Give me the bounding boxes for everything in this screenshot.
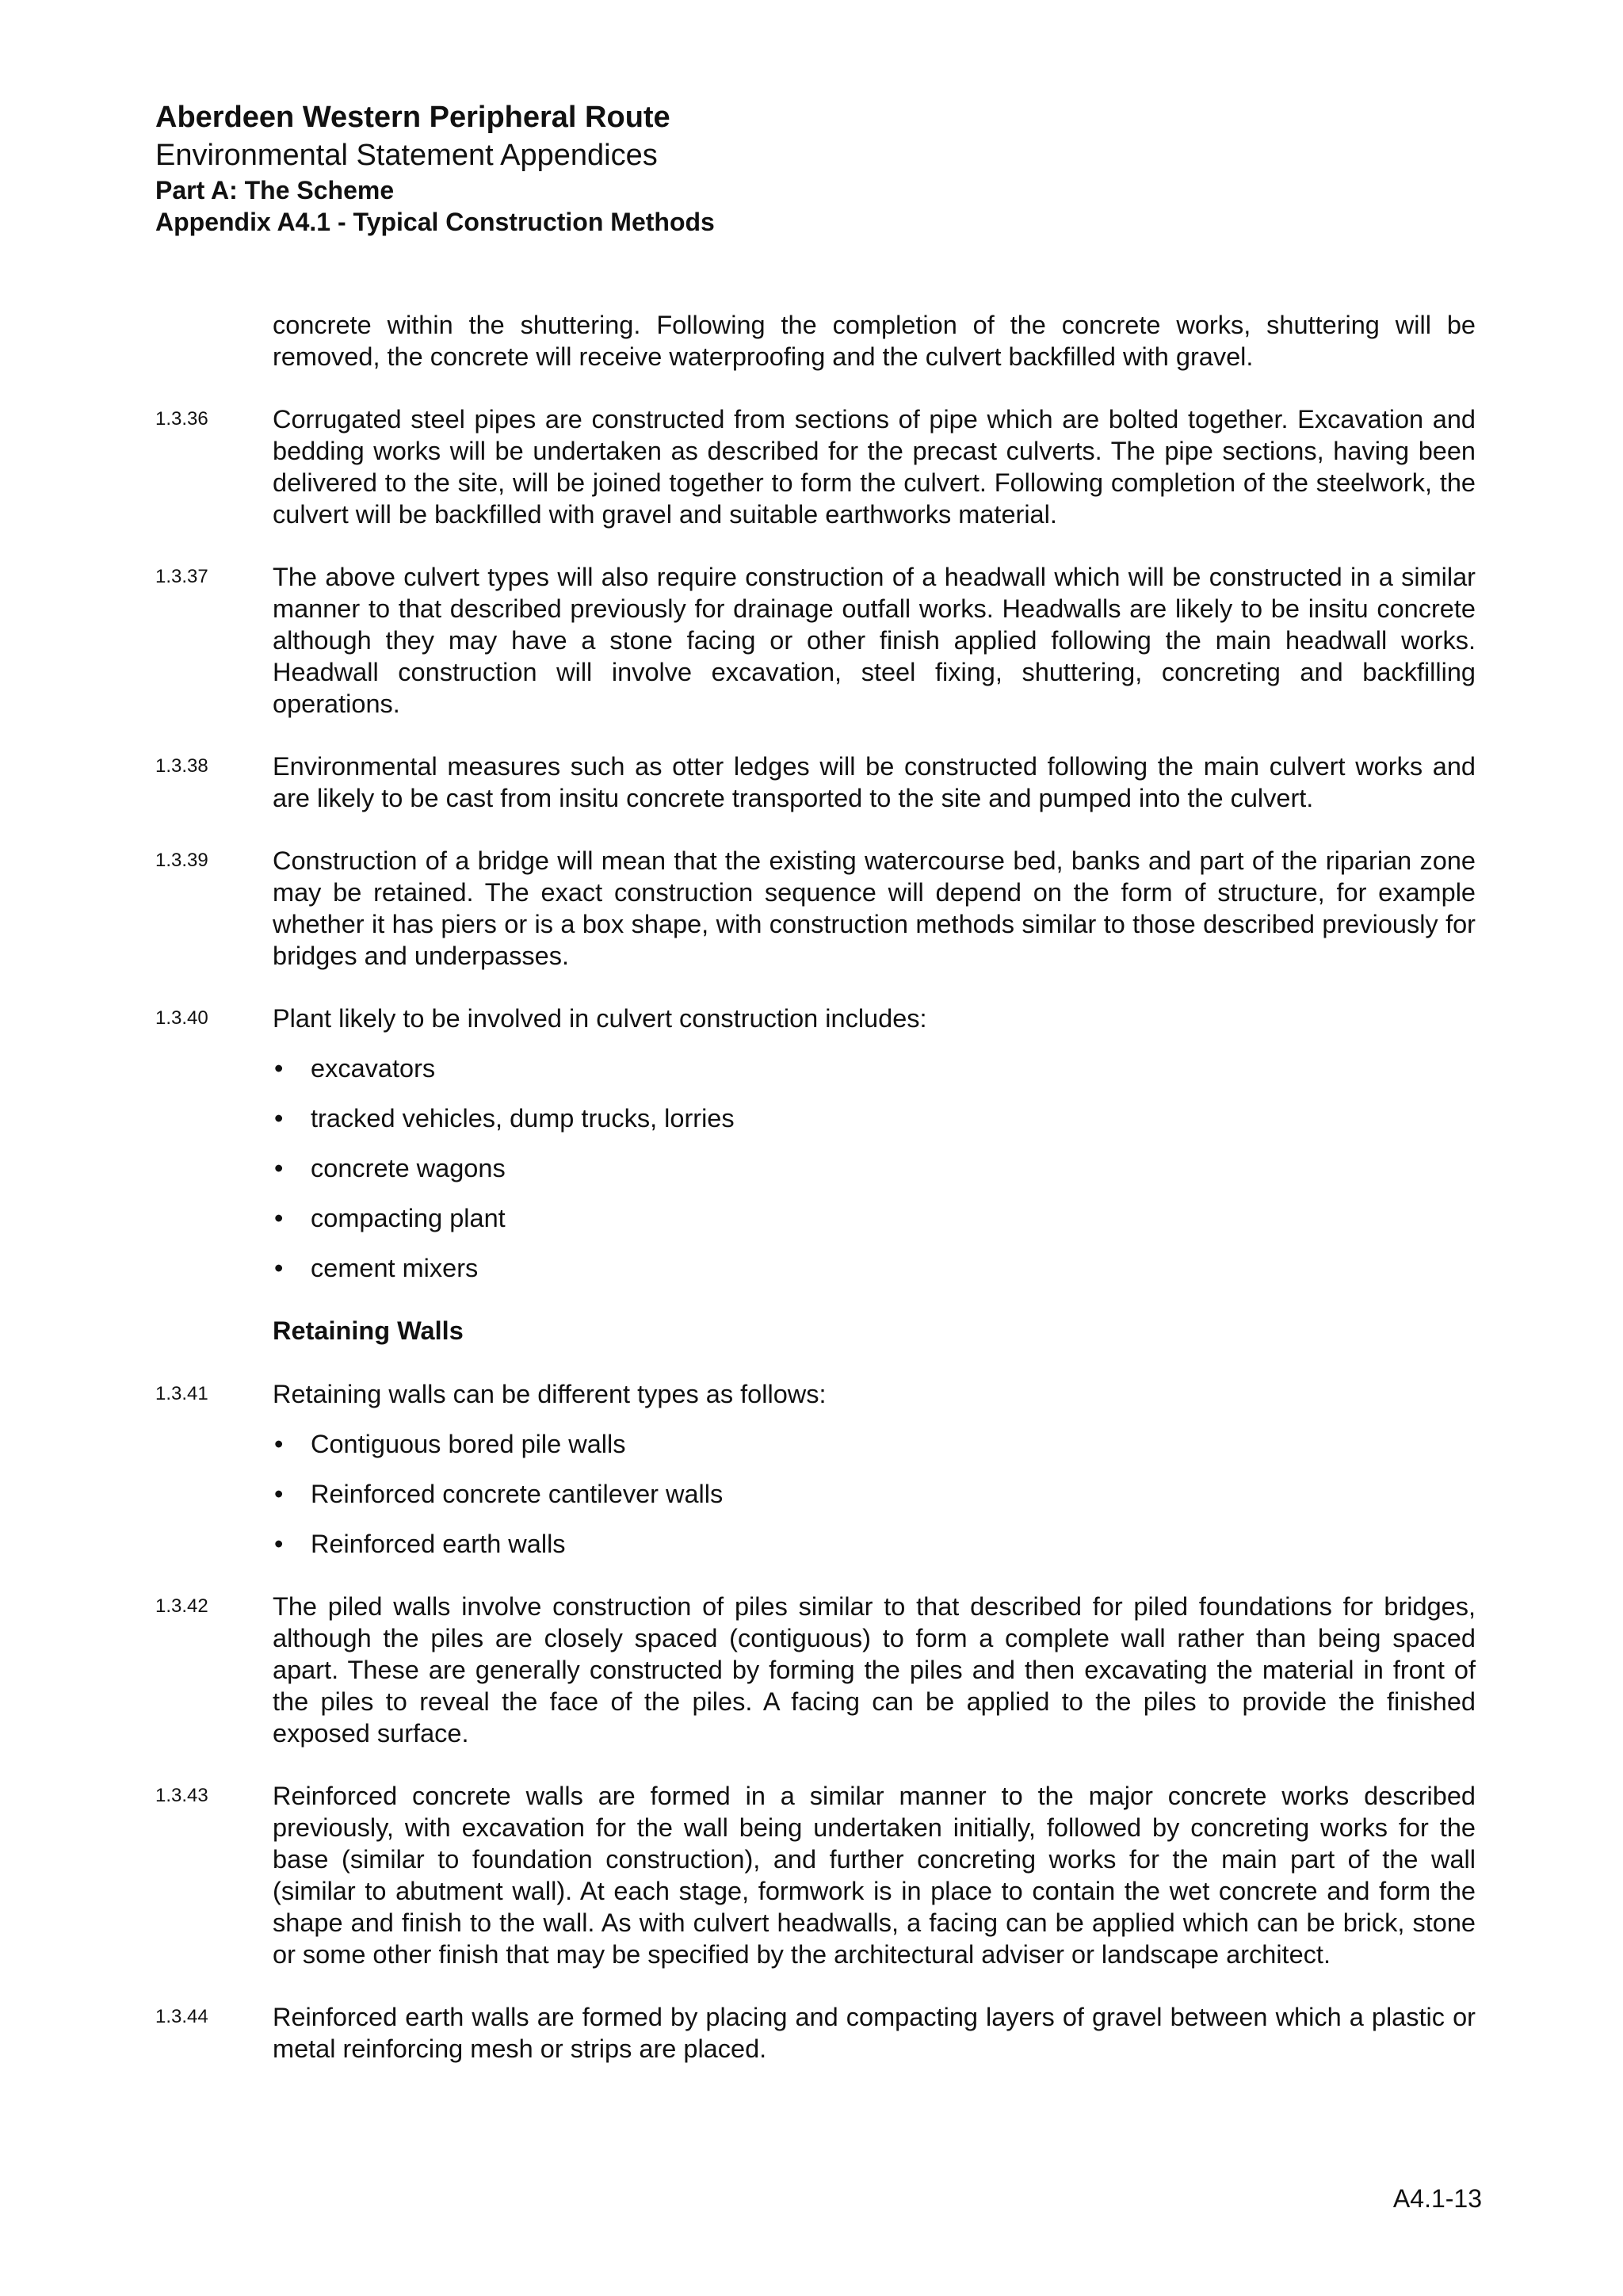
document-body bbox=[155, 309, 1476, 2095]
section-heading-retaining-walls: Retaining Walls bbox=[273, 1316, 464, 1345]
list-item-text: Contiguous bored pile walls bbox=[311, 1430, 626, 1458]
bullet-icon: • bbox=[274, 1104, 284, 1133]
document-subtitle: Environmental Statement Appendices bbox=[155, 139, 658, 172]
paragraph-1-3-42 bbox=[155, 1591, 1476, 1749]
bullet-icon: • bbox=[274, 1430, 284, 1458]
list-item-text: cement mixers bbox=[311, 1254, 479, 1282]
list-item-text: Reinforced concrete cantilever walls bbox=[311, 1480, 724, 1508]
paragraph-1-3-40 bbox=[155, 1003, 1476, 1034]
bullet-icon: • bbox=[274, 1480, 284, 1508]
wall-types-list bbox=[155, 1428, 1476, 1560]
bullet-icon: • bbox=[274, 1154, 284, 1182]
paragraph-text: concrete within the shuttering. Following the completion of the concrete works, shuttering will be removed, the concrete will receive waterproofing and the culvert backfilled with gravel. bbox=[273, 311, 1476, 371]
list-item bbox=[273, 1102, 1476, 1134]
document-part: Part A: The Scheme bbox=[155, 176, 395, 204]
list-item bbox=[273, 1478, 1476, 1510]
paragraph-number: 1.3.39 bbox=[155, 850, 208, 871]
paragraph-continued bbox=[155, 309, 1476, 372]
paragraph-number: 1.3.36 bbox=[155, 408, 208, 430]
paragraph-number: 1.3.37 bbox=[155, 566, 208, 587]
paragraph-text: Environmental measures such as otter ledges will be constructed following the main culvert works and are likely to be cast from insitu concrete transported to the site and pumped into the culvert. bbox=[273, 752, 1476, 812]
list-item-text: tracked vehicles, dump trucks, lorries bbox=[311, 1104, 735, 1133]
paragraph-1-3-36 bbox=[155, 403, 1476, 530]
list-item bbox=[273, 1052, 1476, 1084]
paragraph-text: Plant likely to be involved in culvert construction includes: bbox=[273, 1004, 927, 1033]
bullet-icon: • bbox=[274, 1254, 284, 1282]
paragraph-text: Retaining walls can be different types as follows: bbox=[273, 1380, 827, 1408]
list-item-text: Reinforced earth walls bbox=[311, 1530, 566, 1558]
plant-list bbox=[155, 1052, 1476, 1284]
paragraph-text: Construction of a bridge will mean that the existing watercourse bed, banks and part of the riparian zone may be retained. The exact construction sequence will depend on the form of structure, for example whether it has piers or is a box shape, with construction methods similar to those described previously for bridges and underpasses. bbox=[273, 846, 1476, 970]
paragraph-1-3-41 bbox=[155, 1378, 1476, 1410]
paragraph-number: 1.3.43 bbox=[155, 1785, 208, 1806]
list-item-text: compacting plant bbox=[311, 1204, 506, 1232]
list-item-text: excavators bbox=[311, 1054, 436, 1083]
paragraph-1-3-37 bbox=[155, 561, 1476, 720]
paragraph-text: Reinforced earth walls are formed by placing and compacting layers of gravel between which a plastic or metal reinforcing mesh or strips are placed. bbox=[273, 2003, 1476, 2063]
paragraph-text: Reinforced concrete walls are formed in a similar manner to the major concrete works described previously, with excavation for the wall being undertaken initially, followed by concreting works for the base (similar to foundation construction), and further concreting works for the main part of the wall (similar to abutment wall). At each stage, formwork is in place to contain the wet concrete and form the shape and finish to the wall. As with culvert headwalls, a facing can be applied which can be brick, stone or some other finish that may be specified by the architectural adviser or landscape architect. bbox=[273, 1782, 1476, 1969]
paragraph-1-3-38 bbox=[155, 751, 1476, 814]
list-item bbox=[273, 1152, 1476, 1184]
paragraph-1-3-44 bbox=[155, 2001, 1476, 2065]
list-item bbox=[273, 1202, 1476, 1234]
paragraph-1-3-43 bbox=[155, 1780, 1476, 1970]
bullet-icon: • bbox=[274, 1530, 284, 1558]
page-number: A4.1-13 bbox=[1392, 2184, 1482, 2213]
list-item bbox=[273, 1528, 1476, 1560]
list-item bbox=[273, 1252, 1476, 1284]
paragraph-1-3-39 bbox=[155, 845, 1476, 972]
bullet-icon: • bbox=[274, 1204, 284, 1232]
document-header bbox=[155, 98, 1503, 238]
paragraph-text: Corrugated steel pipes are constructed from sections of pipe which are bolted together. Excavation and bedding works will be undertaken as described for the precast culverts. The pipe sections, having been delivered to the site, will be joined together to form the culvert. Following completion of the steelwork, the culvert will be backfilled with gravel and suitable earthworks material. bbox=[273, 405, 1476, 529]
list-item-text: concrete wagons bbox=[311, 1154, 506, 1182]
paragraph-text: The piled walls involve construction of piles similar to that described for piled foundations for bridges, although the piles are closely spaced (contiguous) to form a complete wall rather than being spaced apart. These are generally constructed by forming the piles and then excavating the material in front of the piles to reveal the face of the piles. A facing can be applied to the piles to provide the finished exposed surface. bbox=[273, 1592, 1476, 1748]
paragraph-number: 1.3.41 bbox=[155, 1383, 208, 1404]
paragraph-text: The above culvert types will also require construction of a headwall which will be constructed in a similar manner to that described previously for drainage outfall works. Headwalls are likely to be insitu concrete although they may have a stone facing or other finish applied following the main headwall works. Headwall construction will involve excavation, steel fixing, shuttering, concreting and backfilling operations. bbox=[273, 563, 1476, 718]
paragraph-number: 1.3.44 bbox=[155, 2006, 208, 2027]
paragraph-number: 1.3.42 bbox=[155, 1595, 208, 1617]
list-item bbox=[273, 1428, 1476, 1460]
document-appendix: Appendix A4.1 - Typical Construction Methods bbox=[155, 208, 715, 236]
paragraph-number: 1.3.38 bbox=[155, 755, 208, 777]
paragraph-number: 1.3.40 bbox=[155, 1007, 208, 1029]
bullet-icon: • bbox=[274, 1054, 284, 1083]
document-title: Aberdeen Western Peripheral Route bbox=[155, 101, 670, 134]
